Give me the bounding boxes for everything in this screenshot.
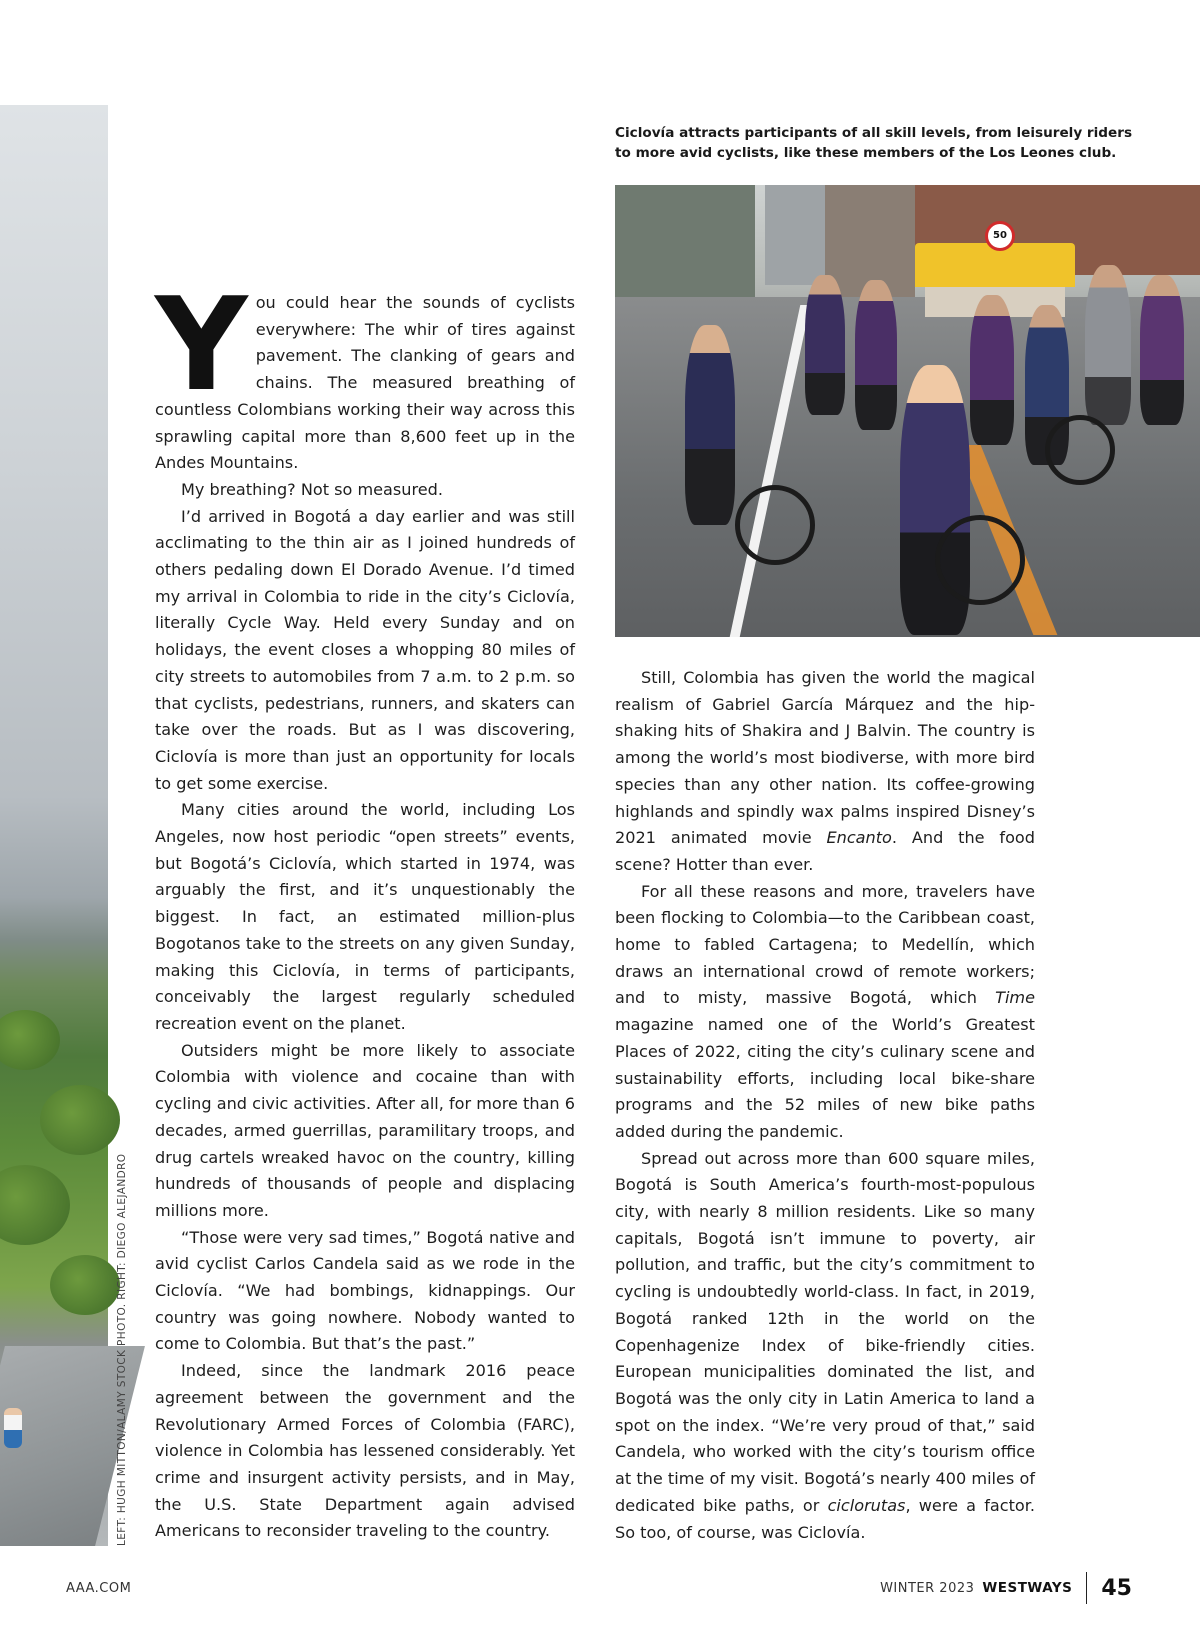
folio-divider <box>1086 1572 1087 1604</box>
tree <box>0 1010 60 1070</box>
footer-site: AAA.COM <box>66 1581 132 1596</box>
magazine-name: WESTWAYS <box>982 1580 1073 1596</box>
drop-cap: Y <box>155 271 248 420</box>
photo-credit: LEFT: HUGH MITTON/ALAMY STOCK PHOTO. RIGHT: DIEGO ALEJANDRO <box>116 1153 128 1546</box>
cyclist <box>855 280 897 430</box>
cyclists-group-photo <box>615 185 1200 637</box>
cyclist <box>1140 275 1184 425</box>
bike-wheel <box>1045 415 1115 485</box>
paragraph: Many cities around the world, including Los Angeles, now host periodic “open streets” events, but Bogotá’s Ciclovía, which started in 1974, was arguably the first, and it’s unquestionably the biggest. In fact, an estimated million-plus Bogotanos take to the streets on any given Sunday, making this Ciclovía, in terms of participants, conceivably the largest regularly scheduled recreation event on the planet. <box>155 800 575 1033</box>
speed-sign: 50 <box>985 221 1015 251</box>
cyclist <box>805 275 845 415</box>
paragraph: Still, Colombia has given the world the magical realism of Gabriel García Márquez and the hip-shaking hits of Shakira and J Balvin. The country is among the world’s most biodiverse, with more bird species than any other nation. Its coffee-growing highlands and spindly wax palms inspired Disney’s 2021 animated movie Encanto. And the food scene? Hotter than ever. <box>615 668 1035 874</box>
tree <box>40 1085 120 1155</box>
paragraph: You could hear the sounds of cyclists everywhere: The whir of tires against pavement. The clanking of gears and chains. The measured breathing of countless Colombians working their way across this sprawling capital more than 8,600 feet up in the Andes Mountains. <box>155 271 575 473</box>
bike-wheel <box>935 515 1025 605</box>
article-column-left <box>155 271 575 1545</box>
building <box>765 185 825 285</box>
cyclist <box>970 295 1014 445</box>
paragraph: Indeed, since the landmark 2016 peace agreement between the government and the Revolutionary Armed Forces of Colombia (FARC), violence in Colombia has lessened considerably. Yet crime and insurgent activity persists, and in May, the U.S. State Department again advised Americans to reconsider traveling to the country. <box>155 1361 575 1541</box>
bike-wheel <box>735 485 815 565</box>
paragraph: Spread out across more than 600 square miles, Bogotá is South America’s fourth-most-populous city, with nearly 8 million residents. Like so many capitals, Bogotá isn’t immune to poverty, air pollution, and traffic, but the city’s commitment to cycling is undoubtedly world-class. In fact, in 2019, Bogotá ranked 12th in the world on the Copenhagenize Index of bike-friendly cities. European municipalities dominated the list, and Bogotá was the only city in Latin America to land a spot on the index. “We’re very proud of that,” said Candela, who worked with the city’s tourism office at the time of my visit. Bogotá’s nearly 400 miles of dedicated bike paths, or ciclorutas, were a factor. So too, of course, was Ciclovía. <box>615 1148 1036 1542</box>
cyclist <box>685 325 735 525</box>
paragraph: Outsiders might be more likely to associate Colombia with violence and cocaine than with cycling and civic activities. After all, for more than 6 decades, armed guerrillas, paramilitary troops, and drug cartels wreaked havoc on the country, killing hundreds of thousands of people and displacing millions more. <box>155 1040 575 1220</box>
photo-caption: Ciclovía attracts participants of all skill levels, from leisurely riders to more avid cyclists, like these members of the Los Leones club. <box>615 125 1133 161</box>
issue-label: WINTER 2023 <box>880 1580 975 1596</box>
tree <box>50 1255 120 1315</box>
paragraph: For all these reasons and more, travelers have been flocking to Colombia—to the Caribbean coast, home to fabled Cartagena; to Medellín, which draws an international crowd of remote workers; and to misty, massive Bogotá, which Time magazine named one of the World’s Greatest Places of 2022, citing the city’s culinary scene and sustainability efforts, including local bike-share programs and the 52 miles of new bike paths added during the pandemic. <box>615 881 1035 1141</box>
footer-folio <box>880 1571 1132 1605</box>
tree <box>0 1165 70 1245</box>
paragraph: “Those were very sad times,” Bogotá native and avid cyclist Carlos Candela said as we rode in the Ciclovía. “We had bombings, kidnappings. Our country was going nowhere. Nobody wanted to come to Colombia. But that’s the past.” <box>155 1227 575 1354</box>
page-number: 45 <box>1101 1575 1132 1601</box>
cyclist-figure <box>4 1408 22 1448</box>
paragraph: I’d arrived in Bogotá a day earlier and was still acclimating to the thin air as I joined hundreds of others pedaling down El Dorado Avenue. I’d timed my arrival in Colombia to ride in the city’s Ciclovía, literally Cycle Way. Held every Sunday and on holidays, the event closes a whopping 80 miles of city streets to automobiles from 7 a.m. to 2 p.m. so that cyclists, pedestrians, runners, and skaters can take over the roads. But as I was discovering, Ciclovía is more than just an opportunity for locals to get some exercise. <box>155 506 575 793</box>
left-edge-photo <box>0 105 108 1546</box>
cyclist <box>1085 265 1131 425</box>
article-column-right <box>615 665 1035 1546</box>
paragraph: My breathing? Not so measured. <box>181 479 444 499</box>
